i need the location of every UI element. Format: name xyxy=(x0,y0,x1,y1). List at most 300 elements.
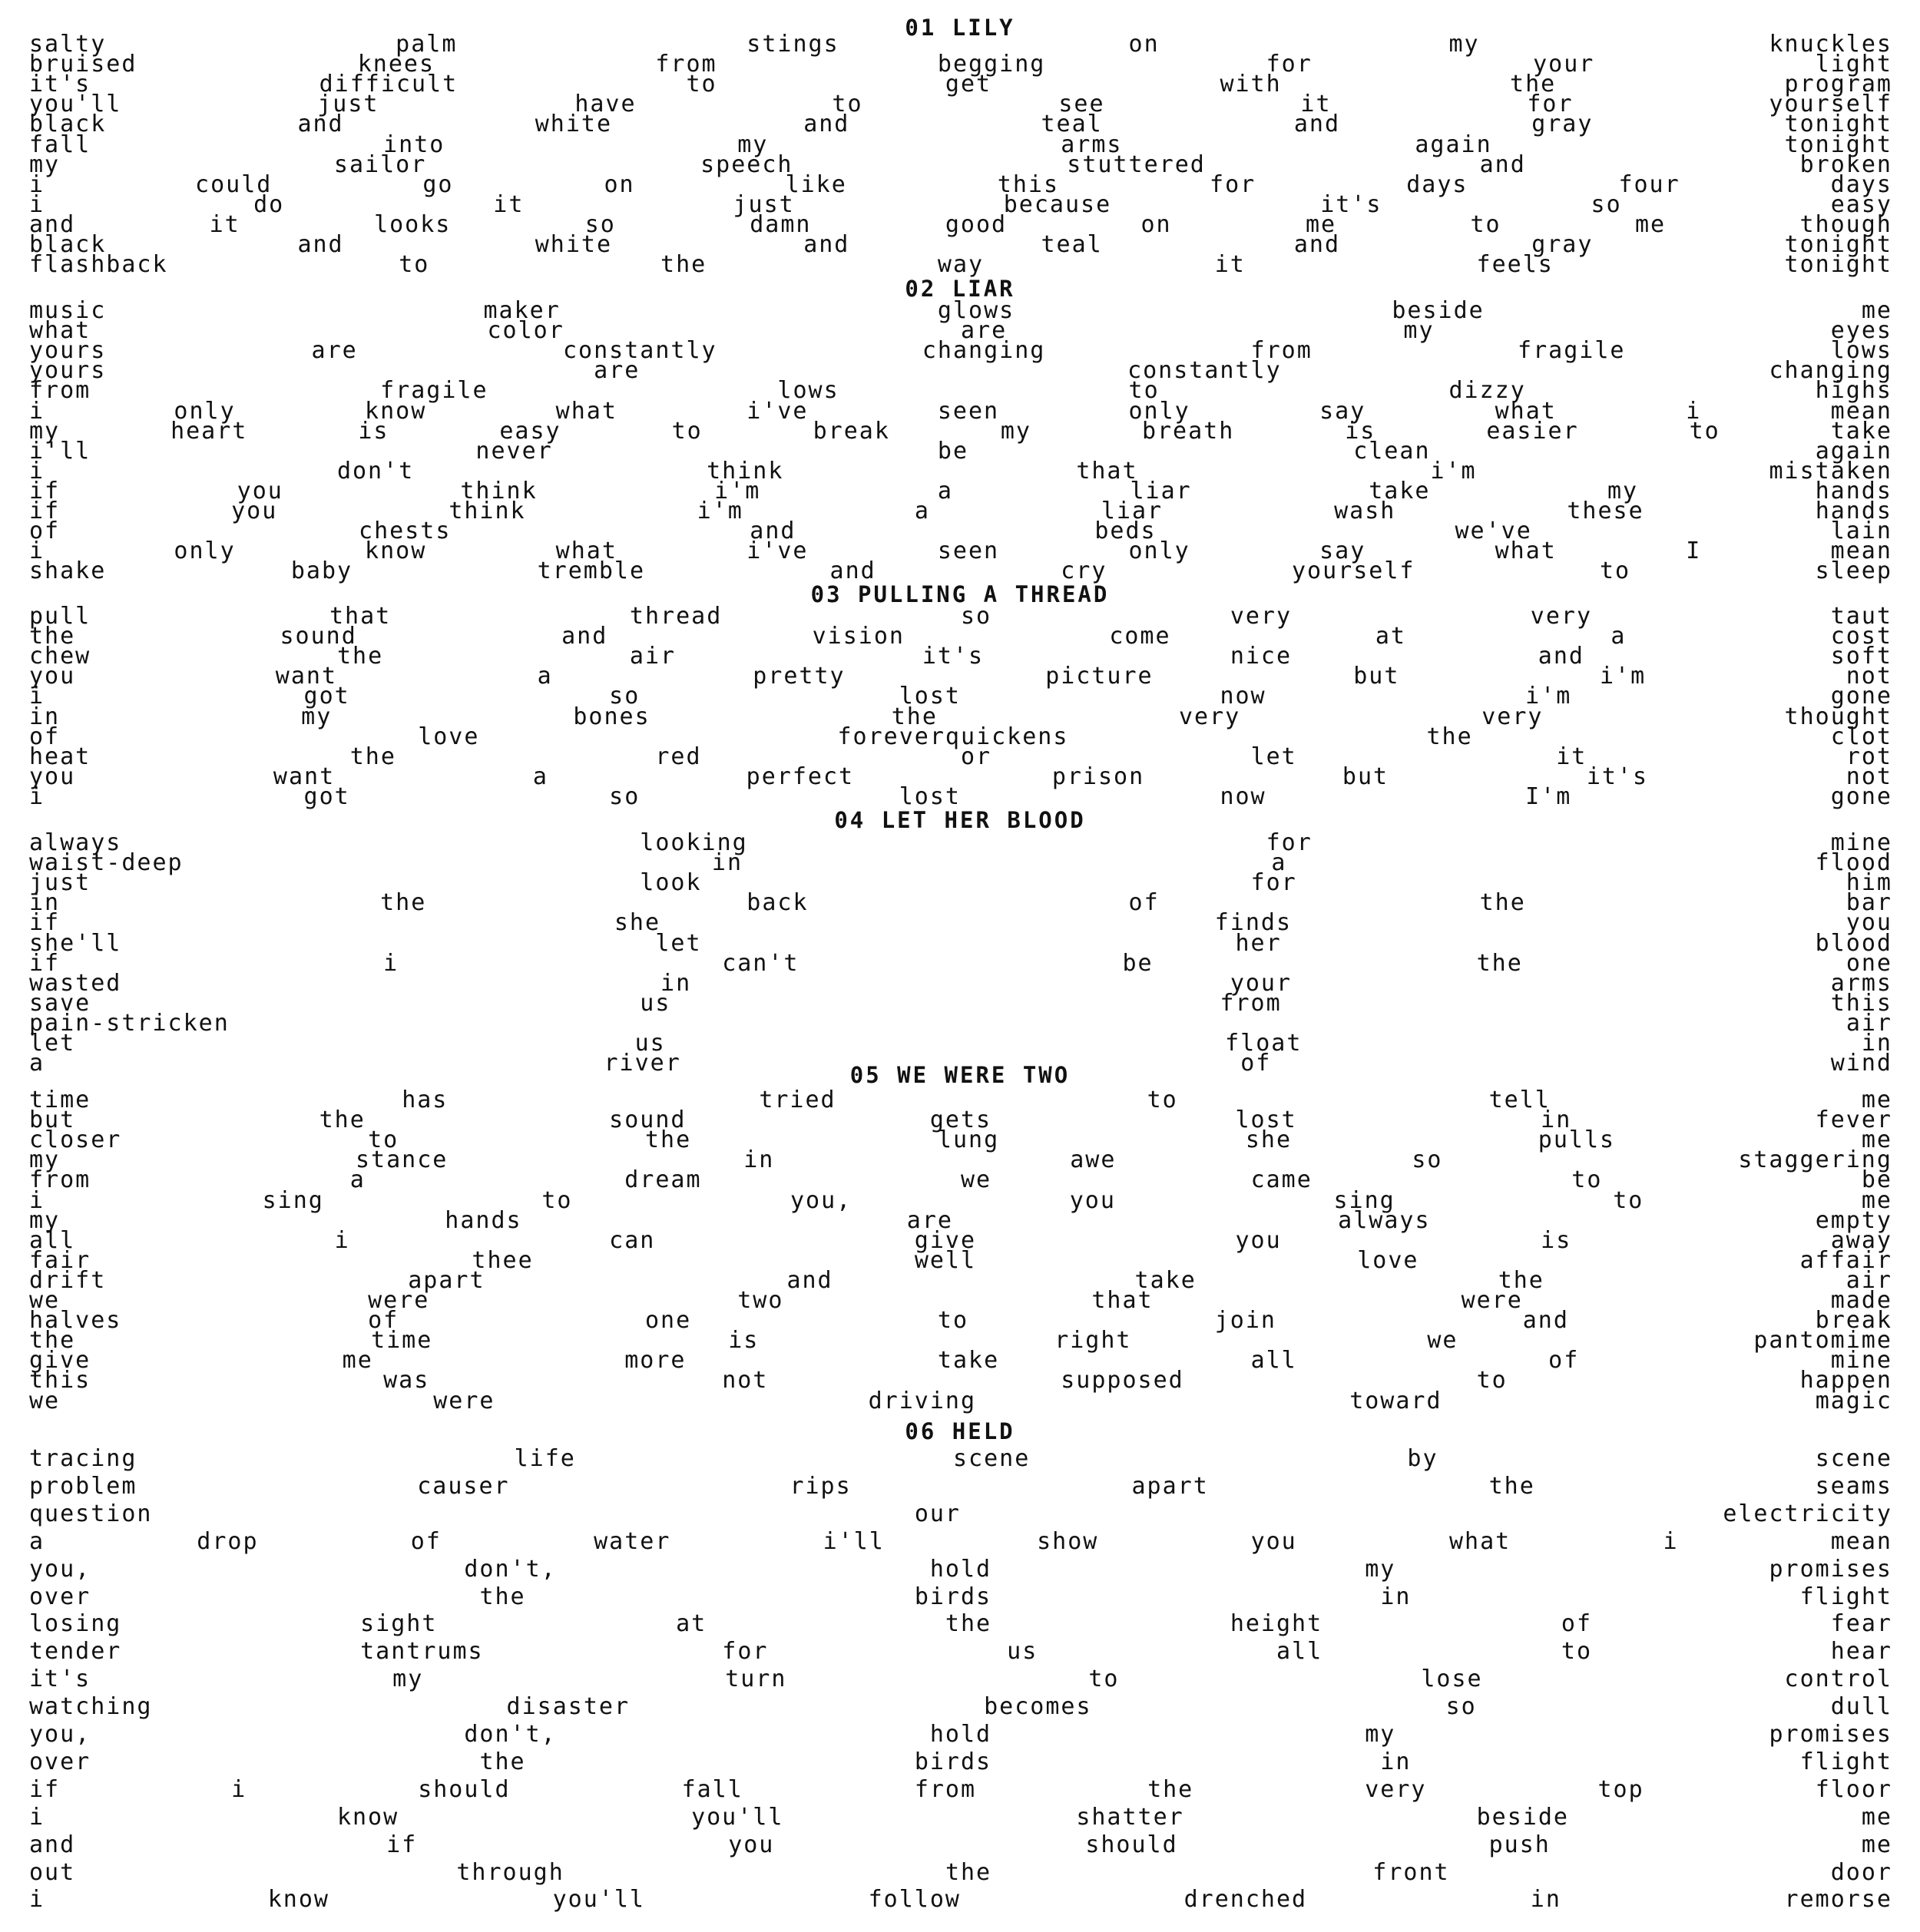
lyric-word: lung xyxy=(937,1126,1000,1153)
lyric-word: begging xyxy=(937,51,1046,78)
lyric-word: my xyxy=(29,151,61,178)
lyric-word: sleep xyxy=(1815,557,1892,584)
lyric-word: my xyxy=(1365,1556,1396,1583)
lyric-word: white xyxy=(535,111,613,137)
lyric-word: birds xyxy=(914,1583,992,1610)
lyric-word: because xyxy=(1003,191,1112,218)
lyric-word: lose xyxy=(1421,1666,1483,1692)
lyric-word: want xyxy=(275,663,338,690)
lyric-word: it's xyxy=(29,71,91,98)
lyric-word: into xyxy=(383,131,445,158)
lyric-word: scene xyxy=(952,1445,1031,1472)
lyric-word: i've xyxy=(746,538,809,564)
lyric-word: she'll xyxy=(29,930,122,957)
lyric-word: in xyxy=(711,849,743,876)
lyric-word: time xyxy=(371,1327,433,1354)
lyric-line xyxy=(29,783,1892,810)
lyric-word: float xyxy=(1225,1030,1303,1057)
lyric-word: nice xyxy=(1230,643,1293,670)
lyric-word: losing xyxy=(29,1610,122,1637)
lyric-word: me xyxy=(1635,211,1667,238)
lyric-word: think xyxy=(449,498,526,524)
lyric-word: lost xyxy=(899,683,961,710)
lyric-word: bruised xyxy=(29,51,137,78)
lyric-word: fragile xyxy=(1518,337,1626,364)
lyric-word: to xyxy=(1561,1638,1593,1665)
lyric-word: join xyxy=(1214,1307,1276,1334)
lyric-word: sound xyxy=(609,1107,687,1133)
lyric-word: wash xyxy=(1334,498,1396,524)
lyric-word: sing xyxy=(262,1187,324,1214)
lyric-word: for xyxy=(1266,51,1313,78)
lyric-word: to xyxy=(1689,418,1720,445)
lyric-word: in xyxy=(1380,1748,1412,1775)
lyric-word: drenched xyxy=(1183,1886,1308,1913)
lyric-word: thee xyxy=(472,1247,534,1274)
lyric-word: that xyxy=(329,603,392,630)
lyric-word: closer xyxy=(29,1126,122,1153)
lyric-word: in xyxy=(1861,1030,1892,1057)
lyric-word: to xyxy=(1571,1166,1603,1193)
lyric-word: halves xyxy=(29,1307,122,1334)
lyric-word: from xyxy=(1220,990,1282,1017)
lyric-word: looking xyxy=(640,829,748,856)
lyric-word: easy xyxy=(1830,191,1892,218)
lyric-word: though xyxy=(1799,211,1892,238)
lyric-word: the xyxy=(1498,1267,1544,1294)
lyric-word: know xyxy=(365,398,427,425)
lyric-word: push xyxy=(1488,1831,1551,1858)
lyric-word: of xyxy=(368,1307,399,1334)
lyric-word: you xyxy=(29,763,76,790)
song-title: 02 LIAR xyxy=(905,276,1015,302)
lyric-word: mean xyxy=(1830,1528,1892,1555)
lyric-word: you xyxy=(728,1831,775,1858)
lyric-word: sing xyxy=(1333,1187,1395,1214)
lyric-word: in xyxy=(29,703,61,730)
lyric-word: the xyxy=(1476,950,1523,977)
lyric-word: changing xyxy=(922,337,1046,364)
lyric-word: if xyxy=(29,478,61,505)
lyric-word: break xyxy=(813,418,890,445)
lyric-word: sight xyxy=(360,1610,438,1637)
lyric-word: over xyxy=(29,1748,91,1775)
lyric-word: of xyxy=(29,723,61,750)
lyric-word: her xyxy=(1235,930,1282,957)
lyric-word: in xyxy=(29,889,61,916)
lyric-line xyxy=(29,1474,1892,1500)
lyric-word: blood xyxy=(1815,930,1892,957)
lyric-word: tonight xyxy=(1784,111,1892,137)
lyric-word: to xyxy=(1613,1187,1644,1214)
lyric-line xyxy=(29,1805,1892,1831)
lyric-word: the xyxy=(479,1748,526,1775)
lyric-word: watching xyxy=(29,1693,153,1720)
lyric-word: flashback xyxy=(29,251,168,278)
lyric-word: to xyxy=(937,1307,969,1334)
lyric-word: us xyxy=(634,1030,666,1057)
lyric-word: go xyxy=(422,171,454,198)
lyric-word: mine xyxy=(1830,829,1892,856)
lyric-word: soft xyxy=(1830,643,1892,670)
song-title: 01 LILY xyxy=(905,15,1015,41)
lyric-line xyxy=(29,1611,1892,1637)
lyric-word: not xyxy=(1846,663,1892,690)
lyric-word: four xyxy=(1618,171,1680,198)
lyric-line xyxy=(29,253,1892,276)
lyric-word: red xyxy=(655,743,702,770)
lyric-word: very xyxy=(1481,703,1544,730)
lyric-word: we xyxy=(29,1287,61,1314)
lyric-word: birds xyxy=(914,1748,992,1775)
lyric-word: it's xyxy=(1586,763,1649,790)
lyric-word: by xyxy=(1407,1445,1438,1472)
lyric-word: life xyxy=(514,1445,576,1472)
lyric-word: back xyxy=(746,889,809,916)
lyric-word: away xyxy=(1830,1227,1892,1254)
lyric-word: thought xyxy=(1784,703,1892,730)
lyric-word: dizzy xyxy=(1448,377,1526,404)
lyric-word: break xyxy=(1815,1307,1892,1334)
lyric-word: fever xyxy=(1815,1107,1892,1133)
lyric-word: door xyxy=(1830,1859,1892,1886)
lyric-word: you'll xyxy=(29,91,122,117)
lyric-word: and xyxy=(803,231,850,258)
lyric-word: my xyxy=(1365,1721,1396,1748)
lyric-word: stance xyxy=(356,1146,449,1173)
lyric-word: the xyxy=(380,889,427,916)
lyric-word: is xyxy=(358,418,389,445)
lyric-word: hear xyxy=(1830,1638,1892,1665)
lyric-word: supposed xyxy=(1061,1367,1184,1394)
lyric-line xyxy=(29,557,1892,584)
lyric-word: think xyxy=(460,478,538,505)
lyric-word: i xyxy=(29,1187,45,1214)
lyric-word: you xyxy=(29,663,76,690)
lyric-word: give xyxy=(914,1227,977,1254)
lyric-word: so xyxy=(1445,1693,1477,1720)
lyric-word: i xyxy=(29,191,45,218)
lyric-word: air xyxy=(1846,1267,1892,1294)
lyric-word: to xyxy=(1470,211,1501,238)
lyric-word: we xyxy=(29,1388,61,1414)
lyric-word: arms xyxy=(1830,970,1892,997)
lyric-word: the xyxy=(945,1610,992,1637)
lyric-word: water xyxy=(594,1528,671,1555)
lyric-word: flight xyxy=(1799,1583,1892,1610)
lyric-word: lows xyxy=(1830,337,1892,364)
lyric-word: on xyxy=(1140,211,1172,238)
lyric-word: gets xyxy=(929,1107,992,1133)
lyric-word: my xyxy=(1607,478,1639,505)
lyric-word: very xyxy=(1178,703,1241,730)
lyric-word: i xyxy=(231,1776,247,1803)
lyric-word: on xyxy=(1128,31,1160,58)
lyric-word: know xyxy=(267,1886,329,1913)
lyric-word: lain xyxy=(1830,518,1892,544)
lyric-word: and xyxy=(29,1831,76,1858)
lyric-word: what xyxy=(555,398,617,425)
lyric-word: to xyxy=(1128,377,1160,404)
lyric-word: love xyxy=(1357,1247,1419,1274)
lyric-word: think xyxy=(707,458,784,485)
lyric-word: knees xyxy=(357,51,435,78)
lyric-word: give xyxy=(29,1347,91,1374)
lyric-word: maker xyxy=(483,297,561,324)
lyric-word: can xyxy=(609,1227,656,1254)
lyric-word: easier xyxy=(1486,418,1579,445)
lyric-word: see xyxy=(1058,91,1105,117)
lyric-word: pantomime xyxy=(1753,1327,1892,1354)
lyric-word: seams xyxy=(1815,1473,1892,1500)
lyric-word: disaster xyxy=(506,1693,631,1720)
lyric-word: if xyxy=(386,1831,418,1858)
lyric-word: i xyxy=(334,1227,350,1254)
lyric-word: let xyxy=(655,930,702,957)
lyric-word: question xyxy=(29,1500,153,1527)
lyric-word: all xyxy=(1250,1347,1297,1374)
lyric-word: we've xyxy=(1455,518,1532,544)
lyric-word: floor xyxy=(1815,1776,1892,1803)
lyric-word: have xyxy=(574,91,637,117)
lyric-word: could xyxy=(195,171,273,198)
lyric-word: we xyxy=(960,1166,992,1193)
lyric-word: very xyxy=(1530,603,1593,630)
lyric-word: rot xyxy=(1846,743,1892,770)
lyric-word: mistaken xyxy=(1769,458,1892,485)
lyric-word: your xyxy=(1533,51,1595,78)
lyric-word: don't, xyxy=(464,1556,557,1583)
lyric-word: cry xyxy=(1061,557,1107,584)
lyric-word: the xyxy=(1426,723,1473,750)
lyric-word: days xyxy=(1830,171,1892,198)
lyric-word: i xyxy=(383,950,399,977)
lyric-word: me xyxy=(1306,211,1337,238)
lyric-word: the xyxy=(29,1327,76,1354)
lyric-word: i xyxy=(29,1886,45,1913)
lyric-line xyxy=(29,1694,1892,1720)
lyric-word: good xyxy=(945,211,1008,238)
lyric-word: always xyxy=(29,829,122,856)
lyric-word: take xyxy=(1369,478,1431,505)
lyric-word: stings xyxy=(746,31,839,58)
lyric-word: my xyxy=(29,1146,61,1173)
lyric-word: yours xyxy=(29,337,107,364)
lyric-word: of xyxy=(1128,889,1160,916)
lyric-word: I'm xyxy=(1525,783,1572,810)
lyric-word: air xyxy=(1846,1010,1892,1037)
lyric-word: i'll xyxy=(823,1528,885,1555)
lyric-word: liar xyxy=(1101,498,1164,524)
lyric-word: again xyxy=(1815,438,1892,465)
lyric-word: only xyxy=(1128,538,1190,564)
lyric-word: difficult xyxy=(319,71,458,98)
lyric-word: my xyxy=(737,131,769,158)
lyric-word: magic xyxy=(1815,1388,1892,1414)
lyric-word: from xyxy=(914,1776,977,1803)
lyric-word: with xyxy=(1220,71,1282,98)
lyric-word: a xyxy=(937,478,953,505)
lyric-word: hands xyxy=(1815,478,1892,505)
lyric-word: from xyxy=(29,1166,91,1193)
lyric-word: save xyxy=(29,990,91,1017)
lyric-word: for xyxy=(722,1638,769,1665)
lyric-word: two xyxy=(737,1287,784,1314)
lyric-word: happen xyxy=(1799,1367,1892,1394)
lyric-line xyxy=(29,1860,1892,1886)
lyric-word: pulls xyxy=(1538,1126,1616,1153)
lyric-word: foreverquickens xyxy=(837,723,1069,750)
lyric-word: me xyxy=(1861,1087,1892,1113)
lyric-word: perfect xyxy=(746,763,855,790)
lyric-word: not xyxy=(1846,763,1892,790)
lyric-word: mine xyxy=(1830,1347,1892,1374)
lyric-word: on xyxy=(604,171,635,198)
lyric-word: heat xyxy=(29,743,91,770)
lyric-word: the xyxy=(1479,889,1526,916)
lyric-word: know xyxy=(365,538,427,564)
lyric-word: apart xyxy=(408,1267,485,1294)
lyric-word: shake xyxy=(29,557,107,584)
lyric-word: if xyxy=(29,498,61,524)
lyric-word: it's xyxy=(922,643,985,670)
lyric-word: do xyxy=(253,191,285,218)
lyric-word: my xyxy=(29,1207,61,1234)
lyric-word: your xyxy=(1230,970,1293,997)
lyric-word: so xyxy=(960,603,992,630)
lyric-word: it xyxy=(493,191,525,218)
lyric-word: clean xyxy=(1353,438,1431,465)
lyric-word: gray xyxy=(1531,231,1594,258)
lyric-word: pain-stricken xyxy=(29,1010,230,1037)
lyric-word: and xyxy=(786,1267,833,1294)
lyric-word: bar xyxy=(1846,889,1892,916)
lyric-word: teal xyxy=(1041,111,1103,137)
lyric-word: liar xyxy=(1130,478,1192,505)
lyric-word: what xyxy=(555,538,617,564)
lyric-word: my xyxy=(1000,418,1031,445)
lyric-word: over xyxy=(29,1583,91,1610)
lyric-word: only xyxy=(174,538,236,564)
lyric-word: let xyxy=(1250,743,1297,770)
lyric-word: salty xyxy=(29,31,107,58)
lyric-line xyxy=(29,1749,1892,1775)
lyric-word: that xyxy=(1091,1287,1154,1314)
lyric-word: driving xyxy=(868,1388,977,1414)
lyric-word: one xyxy=(644,1307,692,1334)
lyric-word: beds xyxy=(1094,518,1157,544)
lyric-word: remorse xyxy=(1784,1886,1892,1913)
lyric-word: feels xyxy=(1476,251,1554,278)
lyric-word: all xyxy=(1276,1638,1323,1665)
lyric-word: just xyxy=(317,91,379,117)
lyric-word: to xyxy=(368,1126,399,1153)
lyric-word: pull xyxy=(29,603,91,630)
lyric-word: awe xyxy=(1070,1146,1117,1173)
lyric-word: now xyxy=(1220,683,1266,710)
lyric-line xyxy=(29,1557,1892,1583)
lyric-word: a xyxy=(29,1050,45,1077)
lyric-word: me xyxy=(1861,1804,1892,1831)
lyric-word: palm xyxy=(396,31,458,58)
lyric-word: it xyxy=(209,211,240,238)
lyric-line xyxy=(29,1390,1892,1413)
lyric-word: I xyxy=(1686,538,1702,564)
lyric-word: for xyxy=(1527,91,1574,117)
lyric-word: not xyxy=(722,1367,769,1394)
lyric-word: heart xyxy=(170,418,248,445)
lyric-word: our xyxy=(914,1500,961,1527)
lyric-word: broken xyxy=(1799,151,1892,178)
lyric-word: come xyxy=(1109,623,1171,650)
lyric-word: height xyxy=(1230,1610,1323,1637)
lyric-word: gone xyxy=(1830,783,1892,810)
lyric-word: if xyxy=(29,909,61,936)
lyric-word: tonight xyxy=(1784,231,1892,258)
lyric-word: i'm xyxy=(1525,683,1572,710)
lyric-word: is xyxy=(1541,1227,1572,1254)
lyric-word: a xyxy=(914,498,930,524)
lyric-word: yours xyxy=(29,357,107,384)
lyric-word: if xyxy=(29,1776,61,1803)
lyric-word: tender xyxy=(29,1638,122,1665)
lyric-word: clot xyxy=(1830,723,1892,750)
lyric-word: are xyxy=(311,337,358,364)
lyric-word: but xyxy=(1353,663,1400,690)
lyric-word: tonight xyxy=(1784,251,1892,278)
lyric-word: through xyxy=(456,1859,564,1886)
lyric-word: stuttered xyxy=(1067,151,1206,178)
song-title: 06 HELD xyxy=(905,1418,1015,1444)
lyric-word: you xyxy=(1069,1187,1116,1214)
lyric-word: can't xyxy=(722,950,799,977)
lyric-word: electricity xyxy=(1723,1500,1892,1527)
lyric-word: changing xyxy=(1769,357,1892,384)
lyric-word: my xyxy=(392,1666,424,1692)
lyric-word: teal xyxy=(1041,231,1103,258)
lyric-word: easy xyxy=(499,418,561,445)
lyric-word: and xyxy=(1479,151,1526,178)
lyric-word: i'm xyxy=(714,478,761,505)
lyric-word: that xyxy=(1076,458,1138,485)
lyric-word: and xyxy=(1293,111,1341,137)
lyric-word: is xyxy=(728,1327,760,1354)
lyric-word: be xyxy=(1122,950,1154,977)
lyric-word: control xyxy=(1784,1666,1892,1692)
lyric-word: chew xyxy=(29,643,91,670)
lyric-word: toward xyxy=(1349,1388,1442,1414)
lyric-word: me xyxy=(342,1347,373,1374)
lyric-word: thread xyxy=(629,603,723,630)
lyric-word: but xyxy=(29,1107,76,1133)
lyric-word: promises xyxy=(1769,1721,1892,1748)
lyric-word: dream xyxy=(624,1166,702,1193)
lyric-word: air xyxy=(629,643,677,670)
lyric-word: follow xyxy=(868,1886,961,1913)
lyric-word: just xyxy=(733,191,795,218)
lyric-word: affair xyxy=(1799,1247,1892,1274)
lyric-word: turn xyxy=(725,1666,787,1692)
lyric-word: hands xyxy=(1815,498,1892,524)
lyric-word: we xyxy=(1427,1327,1458,1354)
lyric-word: and xyxy=(297,231,344,258)
lyric-word: to xyxy=(686,71,717,98)
lyric-word: beside xyxy=(1392,297,1485,324)
lyric-word: wasted xyxy=(29,970,122,997)
lyric-line xyxy=(29,1584,1892,1610)
lyric-word: you xyxy=(1250,1528,1297,1555)
lyric-word: i xyxy=(29,458,45,485)
